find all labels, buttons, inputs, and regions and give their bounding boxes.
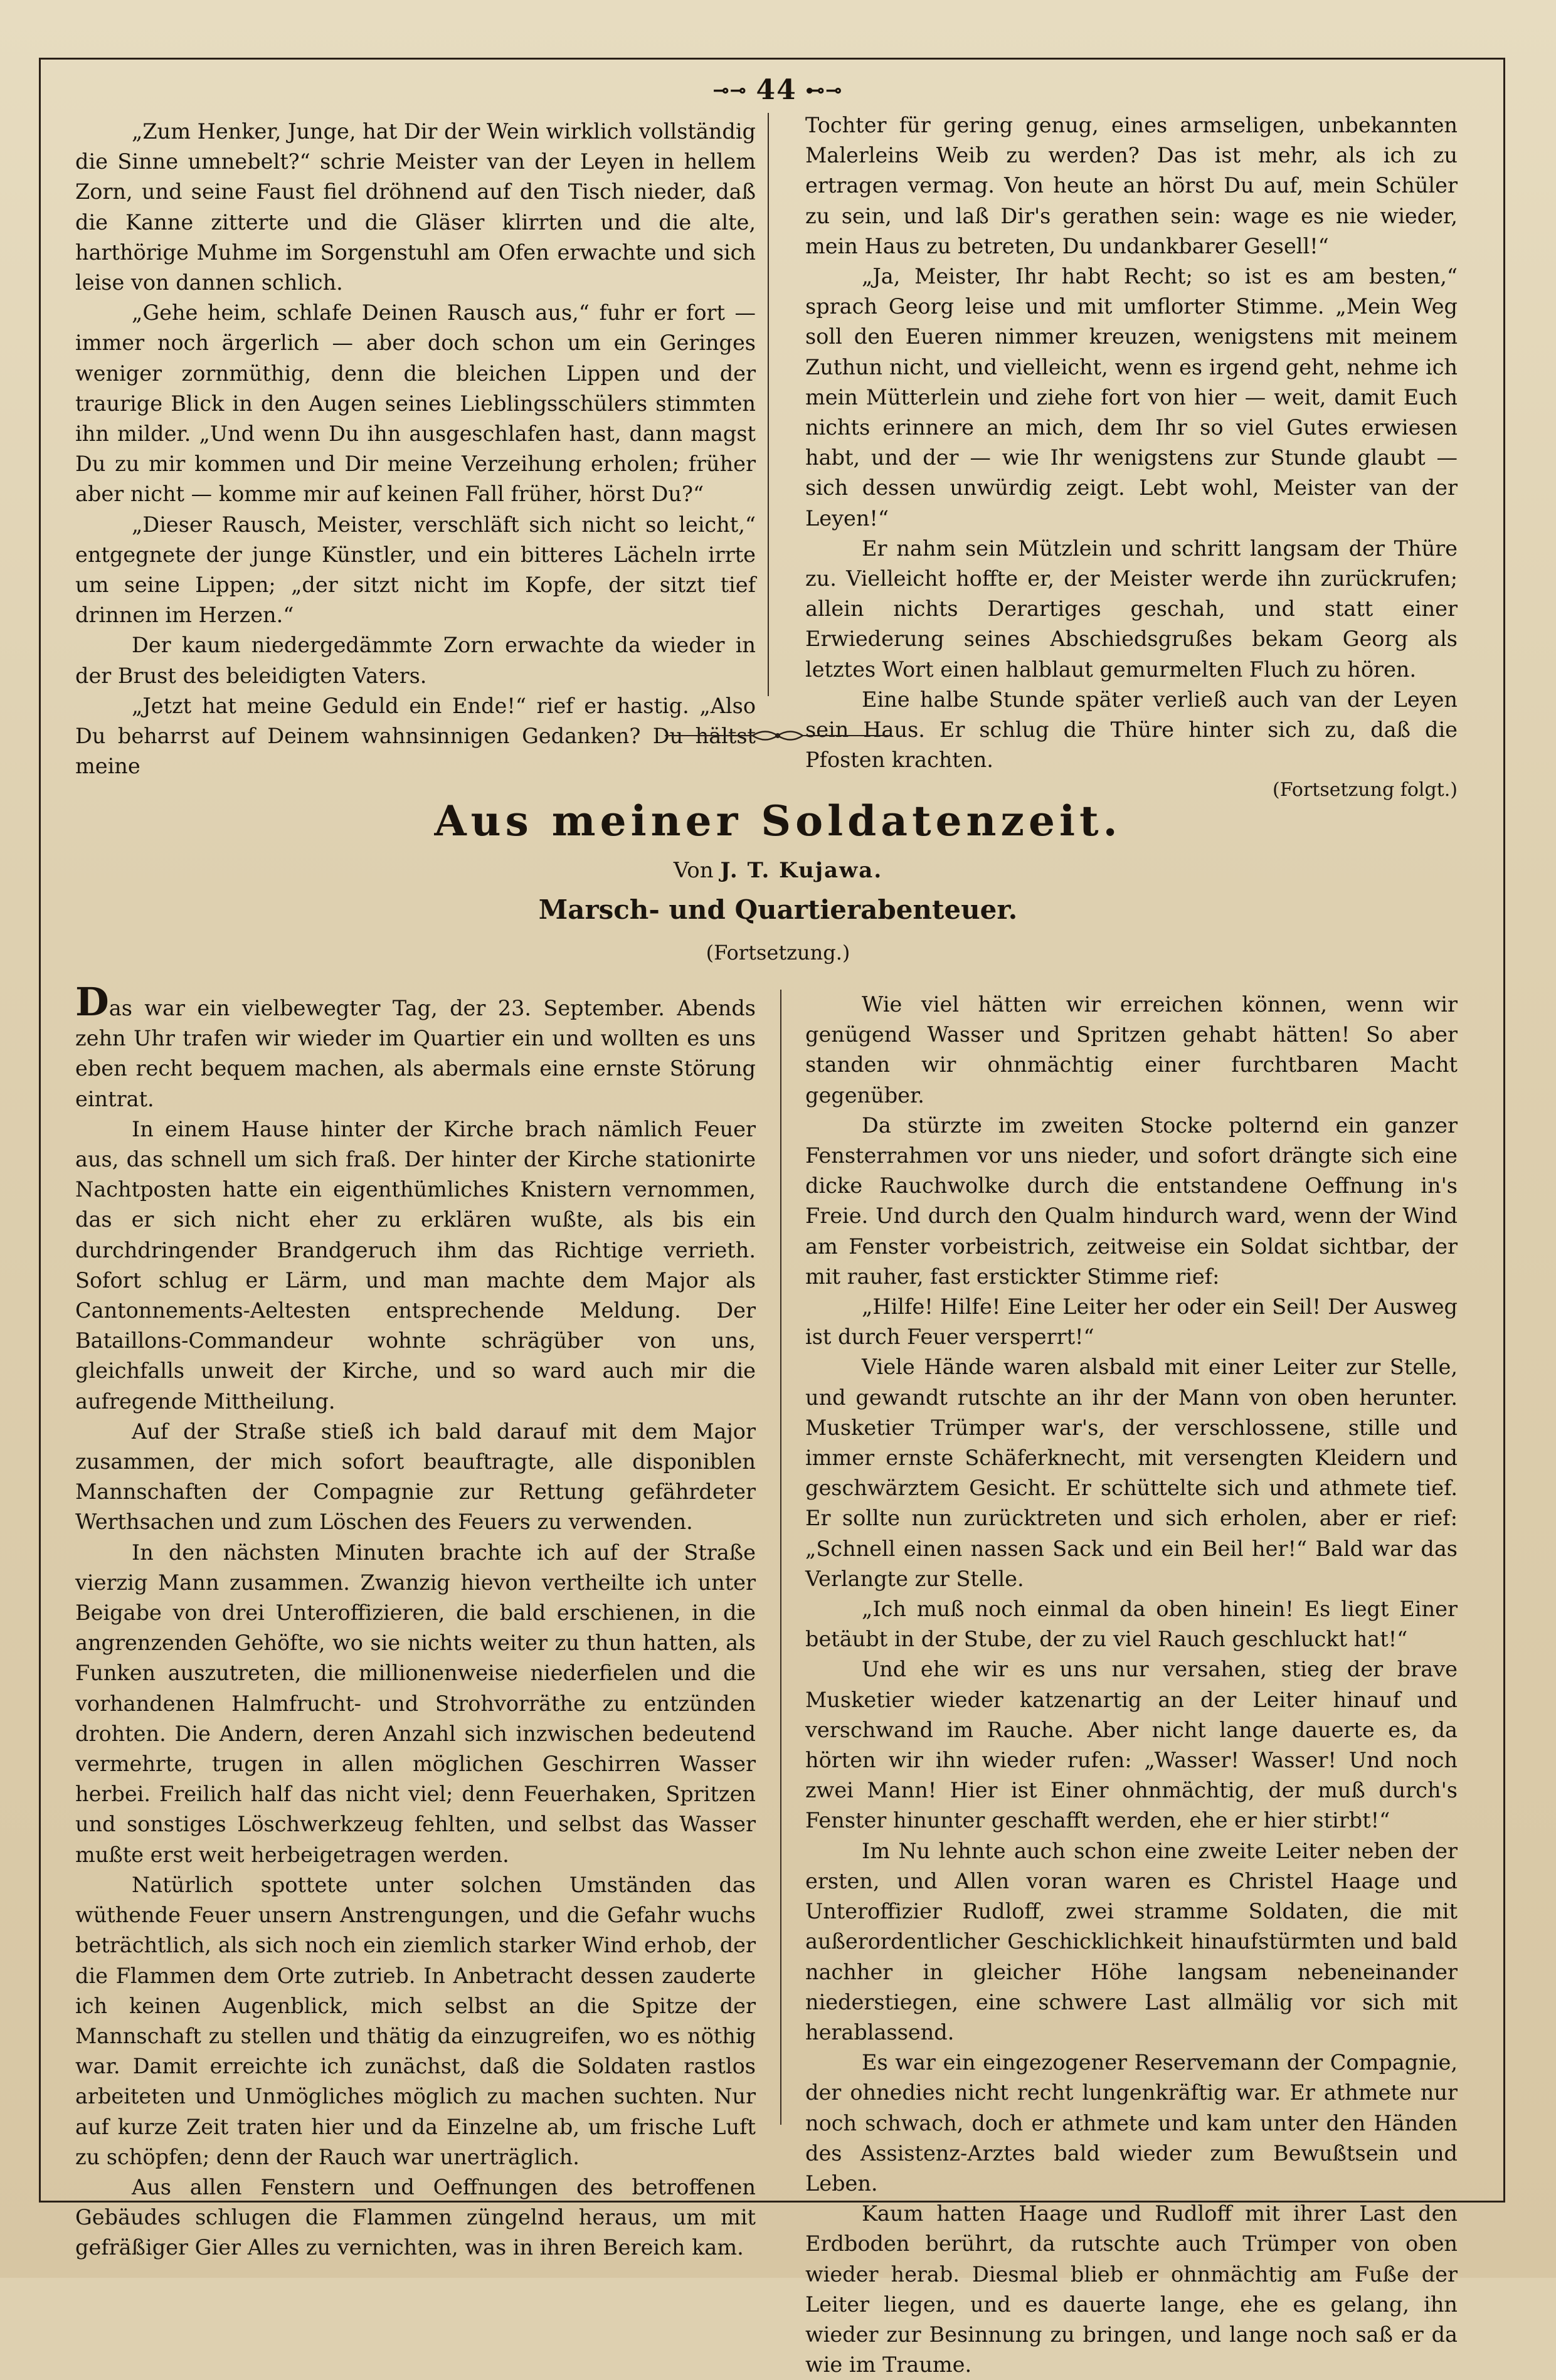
paragraph: „Dieser Rausch, Meister, verschläft sich nicht so leicht,“ entgegnete der junge Künstler, und ein bitteres Lächeln irrte um seine Lippen; „der sitzt nicht im Kopfe, der sitzt tief drinnen im Herzen.“ [75,512,756,628]
ornament-left-icon: ⊸⊸ [713,80,748,102]
paragraph: In einem Hause hinter der Kirche brach nämlich Feuer aus, das schnell um sich fraß. Der hinter der Kirche stationirte Nachtposten hatte ein eigenthümliches Knistern vernommen, das er sich nicht eher zu erklären wußte, als bis ein durchdringender Brandgeruch ihm das Richtige verrieth. Sofort schlug er Lärm, und man machte dem Major als Cantonnements-Aeltesten entsprechende Meldung. Der Bataillons-Commandeur wohnte schrägüber von uns, gleichfalls unweit der Kirche, und so ward auch mir die aufregende Mittheilung. [75,1116,756,1414]
paragraph: In den nächsten Minuten brachte ich auf der Straße vierzig Mann zusammen. Zwanzig hievon vertheilte ich unter Beigabe von drei Unteroffizieren, die bald erschienen, in die angrenzenden Gehöfte, wo sie nichts weiter zu thun hatten, als Funken auszutreten, die millionenweise niederfielen und die vorhandenen Halmfrucht- und Strohvorräthe zu entzünden drohten. Die Andern, deren Anzahl sich inzwischen bedeutend vermehrte, trugen in allen möglichen Geschirren Wasser herbei. Freilich half das nicht viel; denn Feuerhaken, Spritzen und sonstiges Löschwerkzeug fehlten, und selbst das Wasser mußte erst weit herbeigetragen werden. [75,1540,756,1867]
article-right-column [805,990,1458,2380]
paragraph: Der kaum niedergedämmte Zorn erwachte da wieder in der Brust des beleidigten Vaters. [75,633,756,688]
paragraph: Eine halbe Stunde später verließ auch van der Leyen sein Haus. Er schlug die Thüre hinter sich zu, daß die Pfosten krachten. [805,687,1458,773]
first-paragraph-text: as war ein vielbewegter Tag, der 23. September. Abends zehn Uhr trafen wir wieder im Quartier ein und wollten es uns eben recht bequem machen, als abermals eine ernste Störung eintrat. [75,996,756,1111]
byline [0,858,1556,883]
paragraph: Er nahm sein Mützlein und schritt langsam der Thüre zu. Vielleicht hoffte er, der Meister werde ihn zurückrufen; allein nichts Derartiges geschah, und statt einer Erwiederung seines Abschiedsgrußes bekam Georg als letztes Wort einen halblaut gemurmelten Fluch zu hören. [805,536,1458,682]
byline-prefix: Von [673,858,714,883]
continuation-note: (Fortsetzung.) [706,941,850,965]
paragraph: Da stürzte im zweiten Stocke polternd ein ganzer Fensterrahmen vor uns nieder, und sofort drängte sich eine dicke Rauchwolke durch die entstandene Oeffnung in's Freie. Und durch den Qualm hindurch ward, wenn der Wind am Fenster vorbeistrich, zeitweise ein Soldat sichtbar, der mit rauher, fast erstickter Stimme rief: [805,1113,1458,1289]
paragraph: „Ja, Meister, Ihr habt Recht; so ist es am besten,“ sprach Georg leise und mit umflorter Stimme. „Mein Weg soll den Eueren nimmer kreuzen, wenigstens mit meinem Zuthun nicht, und vielleicht, wenn es irgend geht, nehme ich mein Mütterlein und ziehe fort von hier — weit, damit Euch nichts erinnere an mich, dem Ihr so viel Gutes erwiesen habt, und der — wie Ihr wenigstens zur Stunde glaubt — sich dessen unwürdig zeigt. Lebt wohl, Meister van der Leyen!“ [805,264,1458,531]
column-rule-article [780,990,781,2125]
column-rule-top [768,113,769,696]
paragraph: „Gehe heim, schlafe Deinen Rausch aus,“ fuhr er fort — immer noch ärgerlich — aber doch schon um ein Geringes weniger zornmüthig, denn die bleichen Lippen und der traurige Blick in den Augen seines Lieblingsschülers stimmten ihn milder. „Und wenn Du ihn ausgeschlafen hast, dann magst Du zu mir kommen und Dir meine Verzeihung erholen; früher aber nicht — komme mir auf keinen Fall früher, hörst Du?“ [75,300,756,507]
ornament-right-icon: ⊷⊸ [805,80,843,102]
page-number [0,74,1556,106]
top-right-column [805,110,1458,806]
paragraph: Kaum hatten Haage und Rudloff mit ihrer Last den Erdboden berührt, da rutschte auch Trümper von oben wieder herab. Diesmal blieb er ohnmächtig am Fuße der Leiter liegen, und es dauerte lange, ehe es gelang, ihn wieder zur Besinnung zu bringen, und lange noch saß er da wie im Traume. [805,2201,1458,2377]
paragraph: Aus allen Fenstern und Oeffnungen des betroffenen Gebäudes schlugen die Flammen züngelnd heraus, um mit gefräßiger Gier Alles zu vernichten, was in ihren Bereich kam. [75,2174,756,2260]
first-paragraph [75,979,756,1114]
paragraph: Wie viel hätten wir erreichen können, wenn wir genügend Wasser und Spritzen gehabt hätten! So aber standen wir ohnmächtig einer furchtbaren Macht gegenüber. [805,992,1458,1108]
article-subtitle: Marsch- und Quartierabenteuer. [538,894,1018,925]
paragraph: Und ehe wir es uns nur versahen, stieg der brave Musketier wieder katzenartig an der Leiter hinauf und verschwand im Rauche. Aber nicht lange dauerte es, da hörten wir ihn wieder rufen: „Wasser! Wasser! Und noch zwei Mann! Hier ist Einer ohnmächtig, der muß durch's Fenster hinunter geschafft werden, ehe er hier stirbt!“ [805,1657,1458,1833]
paragraph: Tochter für gering genug, eines armseligen, unbekannten Malerleins Weib zu werden? Das ist mehr, als ich zu ertragen vermag. Von heute an hörst Du auf, mein Schüler zu sein, und laß Dir's gerathen sein: wage es nie wieder, mein Haus zu betreten, Du undankbarer Gesell!“ [805,113,1458,258]
author-name: J. T. Kujawa. [720,858,883,883]
paragraph: „Hilfe! Hilfe! Eine Leiter her oder ein Seil! Der Ausweg ist durch Feuer versperrt!“ [805,1294,1458,1350]
paragraph: Auf der Straße stieß ich bald darauf mit dem Major zusammen, der mich sofort beauftragte, alle disponiblen Mannschaften der Compagnie zur Rettung gefährdeter Werthsachen und zum Löschen des Feuers zu verwenden. [75,1419,756,1535]
drop-cap: D [75,979,109,1025]
to-be-continued: (Fortsetzung folgt.) [1273,779,1458,801]
paragraph: Im Nu lehnte auch schon eine zweite Leiter neben der ersten, und Allen voran waren es Christel Haage und Unteroffizier Rudloff, zwei stramme Soldaten, die mit außerordentlicher Geschicklichkeit hinaufstürmten und bald nachher in gleicher Höhe langsam nebeneinander niederstiegen, eine schwere Last allmälig vor sich mit herablassend. [805,1838,1458,2044]
article-left-column [75,979,756,2263]
paragraph: Viele Hände waren alsbald mit einer Leiter zur Stelle, und gewandt rutschte an ihr der Mann von oben herunter. Musketier Trümper war's, der verschlossene, stille und immer ernste Schäferknecht, mit versengten Kleidern und geschwärztem Gesicht. Er schüttelte sich und athmete tief. Er sollte nun zurücktreten und sich erholen, aber er rief: „Schnell einen nassen Sack und ein Beil her!“ Bald war das Verlangte zur Stelle. [805,1355,1458,1591]
top-left-column [75,117,756,781]
paragraph: „Zum Henker, Junge, hat Dir der Wein wirklich vollständig die Sinne umnebelt?“ schrie Meister van der Leyen in hellem Zorn, und seine Faust fiel dröhnend auf den Tisch nieder, daß die Kanne zitterte und die Gläser klirrten und die alte, harthörige Muhme im Sorgenstuhl am Ofen erwachte und sich leise von dannen schlich. [75,119,756,295]
paragraph: „Jetzt hat meine Geduld ein Ende!“ rief er hastig. „Also Du beharrst auf Deinem wahnsinnigen Gedanken? Du hältst meine [75,693,756,779]
page-number-text: 44 [756,74,797,106]
article-title: Aus meiner Soldatenzeit. [434,796,1122,845]
paragraph: Natürlich spottete unter solchen Umständen das wüthende Feuer unsern Anstrengungen, und die Gefahr wuchs beträchtlich, als sich noch ein ziemlich starker Wind erhob, der die Flammen dem Orte zutrieb. In Anbetracht dessen zauderte ich keinen Augenblick, mich selbst an die Spitze der Mannschaft zu stellen und thätig da einzugreifen, wo es nöthig war. Damit erreichte ich zunächst, daß die Soldaten rastlos arbeiteten und Unmögliches möglich zu machen suchten. Nur auf kurze Zeit traten hier und da Einzelne ab, um frische Luft zu schöpfen; denn der Rauch war unerträglich. [75,1872,756,2169]
paragraph: Es war ein eingezogener Reservemann der Compagnie, der ohnedies nicht recht lungenkräftig war. Er athmete nur noch schwach, doch er athmete und kam unter den Händen des Assistenz-Arztes bald wieder zum Bewußtsein und Leben. [805,2050,1458,2196]
ornamental-divider-icon [665,727,891,744]
paragraph: „Ich muß noch einmal da oben hinein! Es liegt Einer betäubt in der Stube, der zu viel Rauch geschluckt hat!“ [805,1597,1458,1652]
